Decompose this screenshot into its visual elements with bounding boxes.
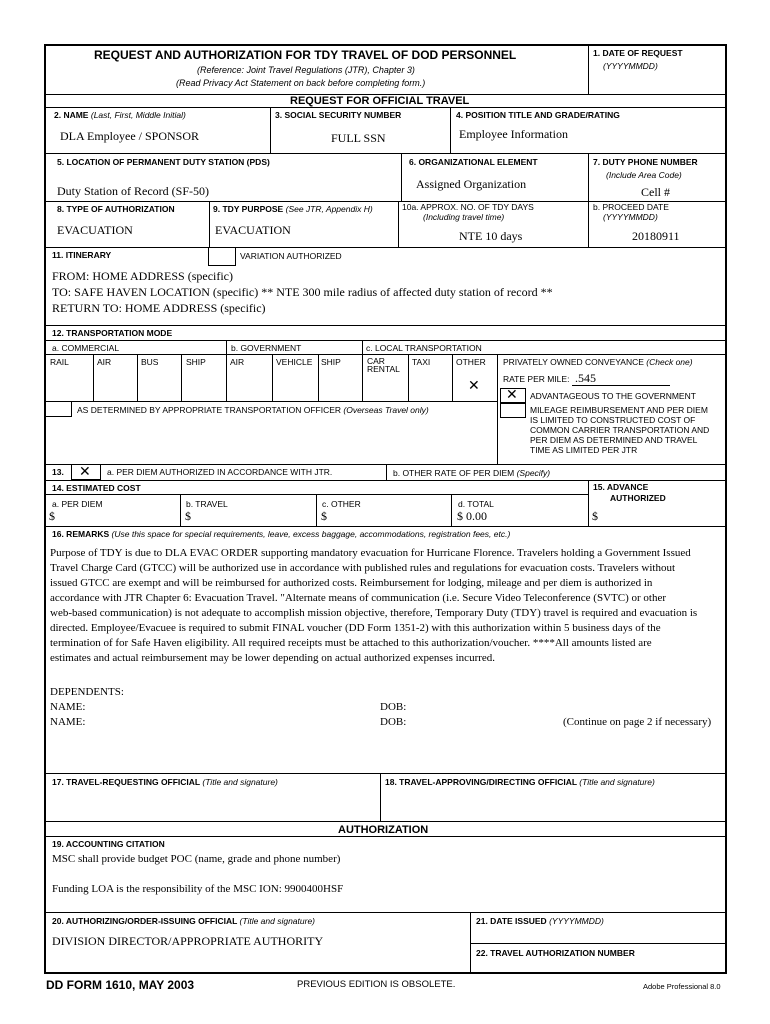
reference-note: (Reference: Joint Travel Regulations (JTR), Chapter 3) <box>197 65 415 75</box>
remarks-line: directed. Employee/Evacuee is required to submit FINAL voucher (DD Form 1351-2) with this authorization within 5 business days of the <box>50 622 661 634</box>
cost-total-label: d. TOTAL <box>458 499 494 509</box>
cost-perdiem-label: a. PER DIEM <box>52 499 103 509</box>
auth-type-label: 8. TYPE OF AUTHORIZATION <box>57 204 175 214</box>
section-title-request: REQUEST FOR OFFICIAL TRAVEL <box>290 95 470 107</box>
requesting-official-label: 17. TRAVEL-REQUESTING OFFICIAL (Title and signature) <box>52 777 278 787</box>
form-title: REQUEST AND AUTHORIZATION FOR TDY TRAVEL OF DOD PERSONNEL <box>94 48 517 62</box>
advantageous-x-mark: ✕ <box>506 387 518 403</box>
advance-label-1: 15. ADVANCE <box>593 482 649 492</box>
dependents-label: DEPENDENTS: <box>50 686 124 698</box>
checkbox-ship-commercial[interactable] <box>182 368 225 400</box>
remarks-line: Travel Charge Card (GTCC) will be authorized use in accordance with published rules and regulations for evacuation costs. Travelers without <box>50 562 676 574</box>
accounting-label: 19. ACCOUNTING CITATION <box>52 839 165 849</box>
col-other: OTHER <box>456 357 486 367</box>
variation-checkbox[interactable] <box>208 247 236 266</box>
checkbox-rail[interactable] <box>45 368 92 400</box>
date-issued-label: 21. DATE ISSUED (YYYYMMDD) <box>476 916 604 926</box>
col-rental: RENTAL <box>367 364 400 374</box>
col-vehicle: VEHICLE <box>276 357 313 367</box>
position-field[interactable]: Employee Information <box>459 127 568 141</box>
remarks-line: issued GTCC are exempt and will be reimbursed for authorized costs. Reimbursement for lodging, mileage and per diem is authorized in <box>50 577 653 589</box>
perdiem-a-label: a. PER DIEM AUTHORIZED IN ACCORDANCE WITH JTR. <box>107 467 333 477</box>
mileage-line-5: TIME AS LIMITED PER JTR <box>530 445 638 455</box>
cost-other-field[interactable]: $ <box>321 509 327 523</box>
name-label: 2. NAME (Last, First, Middle Initial) <box>54 110 186 120</box>
variation-label: VARIATION AUTHORIZED <box>240 251 342 261</box>
itinerary-to[interactable]: TO: SAFE HAVEN LOCATION (specific) ** NTE 300 mile radius of affected duty station of record ** <box>52 285 553 299</box>
commercial-label: a. COMMERCIAL <box>52 343 120 353</box>
authorizing-official-label: 20. AUTHORIZING/ORDER-ISSUING OFFICIAL (Title and signature) <box>52 916 316 926</box>
transport-label: 12. TRANSPORTATION MODE <box>52 328 173 338</box>
authorization-title: AUTHORIZATION <box>338 824 429 836</box>
proceed-date-format: (YYYYMMDD) <box>603 212 658 222</box>
purpose-field[interactable]: EVACUATION <box>215 223 291 237</box>
itinerary-from[interactable]: FROM: HOME ADDRESS (specific) <box>52 269 234 283</box>
itinerary-return[interactable]: RETURN TO: HOME ADDRESS (specific) <box>52 301 266 315</box>
checkbox-air-commercial[interactable] <box>94 368 136 400</box>
col-bus: BUS <box>141 357 159 367</box>
org-field[interactable]: Assigned Organization <box>416 177 527 191</box>
pov-label: PRIVATELY OWNED CONVEYANCE (Check one) <box>503 357 693 367</box>
col-air-government: AIR <box>230 357 245 367</box>
software-note: Adobe Professional 8.0 <box>643 982 721 991</box>
perdiem-b-label: b. OTHER RATE OF PER DIEM (Specify) <box>393 468 551 478</box>
cost-other-label: c. OTHER <box>322 499 361 509</box>
cost-travel-field[interactable]: $ <box>185 509 191 523</box>
ta-number-label: 22. TRAVEL AUTHORIZATION NUMBER <box>476 948 635 958</box>
col-taxi: TAXI <box>412 357 431 367</box>
checkbox-vehicle[interactable] <box>273 368 317 400</box>
other-x-mark: ✕ <box>468 378 480 394</box>
checkbox-taxi[interactable] <box>409 368 451 400</box>
cost-travel-label: b. TRAVEL <box>186 499 228 509</box>
checkbox-car-rental[interactable] <box>363 374 407 400</box>
dependent-dob-2[interactable]: DOB: <box>380 716 407 728</box>
accounting-line-1[interactable]: MSC shall provide budget POC (name, grade and phone number) <box>52 853 341 865</box>
ato-label: AS DETERMINED BY APPROPRIATE TRANSPORTATION OFFICER (Overseas Travel only) <box>77 405 429 415</box>
ta-number-field[interactable] <box>472 958 724 971</box>
cost-perdiem-field[interactable]: $ <box>49 509 55 523</box>
perdiem-a-x-mark: ✕ <box>79 464 91 480</box>
col-air-commercial: AIR <box>97 357 112 367</box>
dependent-name-2[interactable]: NAME: <box>50 716 86 728</box>
checkbox-air-government[interactable] <box>227 368 271 400</box>
government-label: b. GOVERNMENT <box>231 343 302 353</box>
purpose-label: 9. TDY PURPOSE (See JTR, Appendix H) <box>213 204 373 214</box>
advance-label-2: AUTHORIZED <box>610 493 666 503</box>
phone-hint: (Include Area Code) <box>606 170 682 180</box>
privacy-note: (Read Privacy Act Statement on back before completing form.) <box>176 78 426 88</box>
ato-checkbox[interactable] <box>45 401 72 417</box>
proceed-date-label: b. PROCEED DATE <box>593 202 669 212</box>
location-label: 5. LOCATION OF PERMANENT DUTY STATION (PDS) <box>57 157 270 167</box>
phone-field[interactable]: Cell # <box>641 185 670 199</box>
col-car: CAR <box>367 356 385 366</box>
requesting-official-field[interactable] <box>46 790 378 820</box>
advantageous-label: ADVANTAGEOUS TO THE GOVERNMENT <box>530 391 696 401</box>
local-label: c. LOCAL TRANSPORTATION <box>366 343 482 353</box>
rate-per-mile-field[interactable]: .545 <box>575 371 596 385</box>
mileage-line-2: IS LIMITED TO CONSTRUCTED COST OF <box>530 415 696 425</box>
remarks-text[interactable] <box>50 546 722 676</box>
cost-total-field[interactable]: $ 0.00 <box>457 509 487 523</box>
cost-label: 14. ESTIMATED COST <box>52 483 141 493</box>
remarks-line: web-based communication) is not adequate to accomplish mission objective, therefore, Temporary Duty (TDY) travel is required and evacuation is <box>50 607 698 619</box>
days-label: 10a. APPROX. NO. OF TDY DAYS <box>402 202 534 212</box>
rate-per-mile-label: RATE PER MILE: <box>503 374 570 384</box>
form-number: DD FORM 1610, MAY 2003 <box>46 978 195 992</box>
approving-official-field[interactable] <box>382 790 724 820</box>
mileage-line-4: PER DIEM AS DETERMINED AND TRAVEL <box>530 435 698 445</box>
dependent-name-1[interactable]: NAME: <box>50 701 86 713</box>
date-of-request-field[interactable] <box>600 72 720 90</box>
mileage-checkbox[interactable] <box>500 403 526 418</box>
checkbox-ship-government[interactable] <box>319 368 361 400</box>
remarks-line: termination of for Safe Haven eligibility. All required receipts must be attached to this authorization/voucher. ****All amounts listed are <box>50 637 652 649</box>
dependent-dob-1[interactable]: DOB: <box>380 701 407 713</box>
location-field[interactable]: Duty Station of Record (SF-50) <box>57 184 209 198</box>
col-ship-government: SHIP <box>321 357 341 367</box>
name-field[interactable]: DLA Employee / SPONSOR <box>60 129 200 143</box>
org-label: 6. ORGANIZATIONAL ELEMENT <box>409 157 538 167</box>
mileage-line-1: MILEAGE REIMBURSEMENT AND PER DIEM <box>530 405 708 415</box>
obsolete-note: PREVIOUS EDITION IS OBSOLETE. <box>297 979 456 990</box>
date-of-request-format: (YYYYMMDD) <box>603 61 658 71</box>
mileage-line-3: COMMON CARRIER TRANSPORTATION AND <box>530 425 710 435</box>
phone-label: 7. DUTY PHONE NUMBER <box>593 157 698 167</box>
approving-official-label: 18. TRAVEL-APPROVING/DIRECTING OFFICIAL (Title and signature) <box>385 777 655 787</box>
remarks-line: estimates and actual reimbursement may be lower depending on actual authorized expenses incurred. <box>50 652 496 664</box>
ssn-field[interactable]: FULL SSN <box>331 131 386 145</box>
days-hint: (Including travel time) <box>423 212 505 222</box>
authorizing-official-field[interactable]: DIVISION DIRECTOR/APPROPRIATE AUTHORITY <box>52 934 324 948</box>
col-ship-commercial: SHIP <box>186 357 206 367</box>
remarks-line: accordance with JTR Chapter 6: Evacuation Travel. "Alternate means of communication (i.e. Secure Video Teleconference (SVTC) or other <box>50 592 666 604</box>
continue-note: (Continue on page 2 if necessary) <box>563 716 712 728</box>
checkbox-bus[interactable] <box>138 368 180 400</box>
auth-type-field[interactable]: EVACUATION <box>57 223 133 237</box>
position-label: 4. POSITION TITLE AND GRADE/RATING <box>456 110 620 120</box>
col-rail: RAIL <box>50 357 69 367</box>
proceed-date-field[interactable]: 20180911 <box>632 229 680 243</box>
remarks-line: Purpose of TDY is due to DLA EVAC ORDER supporting mandatory evacuation for Hurricane Florence. Travelers holding a Government Issued <box>50 547 691 559</box>
date-of-request-label: 1. DATE OF REQUEST <box>593 48 683 58</box>
perdiem-label: 13. <box>52 467 64 477</box>
remarks-label: 16. REMARKS (Use this space for special requirements, leave, excess baggage, accommodations, registration fees, etc.) <box>52 529 511 539</box>
advance-field[interactable]: $ <box>592 509 598 523</box>
itinerary-label: 11. ITINERARY <box>52 250 112 260</box>
ssn-label: 3. SOCIAL SECURITY NUMBER <box>275 110 402 120</box>
accounting-line-2[interactable]: Funding LOA is the responsibility of the MSC ION: 9900400HSF <box>52 883 344 895</box>
days-field[interactable]: NTE 10 days <box>459 229 523 243</box>
date-issued-field[interactable] <box>472 928 724 942</box>
